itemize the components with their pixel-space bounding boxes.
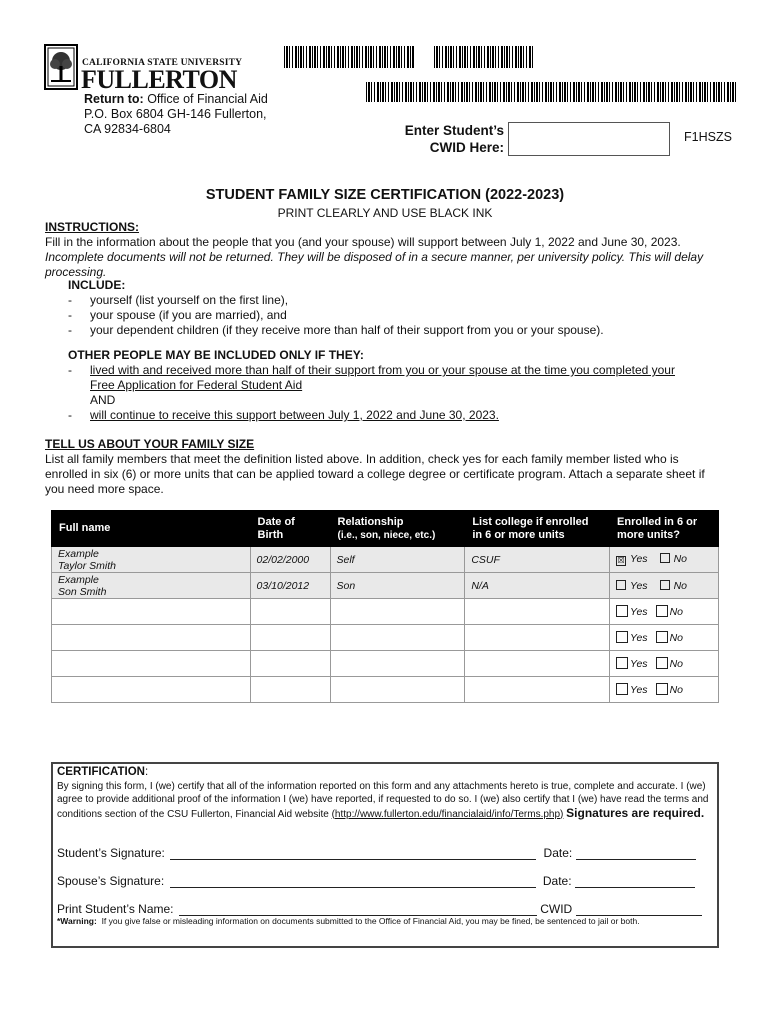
cwid-label: [386, 122, 504, 156]
example-enrolled: [610, 573, 719, 599]
spouse-date-line[interactable]: [575, 887, 695, 888]
college-input[interactable]: [465, 625, 610, 651]
form-subtitle: PRINT CLEARLY AND USE BLACK INK: [277, 206, 493, 220]
example-dob: 02/02/2000: [250, 547, 330, 573]
student-signature-line[interactable]: [170, 859, 536, 860]
spouse-date-label: Date:: [542, 874, 572, 888]
col-rel-line2: (i.e., son, niece, etc.): [337, 529, 436, 541]
signatures-required: Signatures are required.: [566, 805, 705, 820]
example-name: Taylor Smith: [58, 559, 116, 572]
instructions-paragraph: [45, 235, 725, 280]
certification-box: [51, 762, 719, 948]
spouse-signature-row: [57, 874, 695, 888]
student-date-label: Date:: [543, 846, 573, 860]
address-line1: P.O. Box 6804 GH-146 Fullerton,: [84, 107, 267, 121]
terms-link[interactable]: (http://www.fullerton.edu/financialaid/info/Terms.php): [331, 808, 564, 820]
warning-text: If you give false or misleading information on documents submitted to the Office of Financial Aid, you may be fined, be sentenced to jail or both.: [101, 916, 640, 926]
spouse-signature-line[interactable]: [170, 887, 536, 888]
table-row-example: [52, 573, 719, 599]
cwid-label-line1: Enter Student’s: [404, 123, 504, 138]
yes-checkbox[interactable]: [616, 683, 628, 695]
college-input[interactable]: [465, 651, 610, 677]
include-item: - yourself (list yourself on the first line),: [68, 293, 728, 308]
table-row: [52, 599, 719, 625]
yes-checkbox[interactable]: [616, 605, 628, 617]
unchecked-box-icon: [616, 580, 626, 590]
col-college-line1: List college if enrolled: [472, 515, 589, 528]
example-name-cell: [52, 573, 251, 599]
instructions-text: Fill in the information about the people that you (and your spouse) will support between July 1, 2022 and June 30, 2023.: [45, 235, 681, 249]
col-dob: [250, 511, 330, 547]
no-label: No: [669, 658, 683, 670]
no-label: No: [669, 606, 683, 618]
other-list-2: [68, 408, 728, 423]
example-label: Example: [58, 547, 99, 560]
example-enrolled: [610, 547, 719, 573]
example-name: Son Smith: [58, 585, 107, 598]
example-label: Example: [58, 573, 99, 586]
certification-body: By signing this form, I (we) certify that all of the information reported on this form and any attachments hereto is true, complete and accurate. I (we) agree to provide additional proof of the information I (we) have reported, if requested to do so. I (we) also certify that I (we) have read the terms and conditions section of the CSU Fullerton, Financial Aid website: [57, 780, 709, 820]
col-enrolled-line1: Enrolled in 6 or: [617, 515, 698, 528]
relationship-input[interactable]: [330, 677, 465, 703]
and-word: AND: [90, 393, 116, 407]
other-list: [68, 363, 728, 393]
yes-checkbox[interactable]: [616, 631, 628, 643]
university-line: CALIFORNIA STATE UNIVERSITY: [82, 58, 243, 68]
student-signature-label: Student’s Signature:: [57, 846, 165, 860]
no-label: No: [673, 553, 687, 565]
return-to-label: Return to:: [84, 92, 144, 106]
college-input[interactable]: [465, 677, 610, 703]
no-label: No: [673, 579, 687, 592]
enrolled-cell: [610, 625, 719, 651]
print-name-row: [57, 902, 702, 916]
tree-seal-icon: [44, 44, 78, 90]
include-heading: INCLUDE:: [68, 278, 126, 292]
dob-input[interactable]: [250, 651, 330, 677]
no-checkbox[interactable]: [656, 605, 668, 617]
relationship-input[interactable]: [330, 599, 465, 625]
table-row: [52, 651, 719, 677]
example-relationship: Son: [330, 573, 465, 599]
return-address: [84, 92, 268, 137]
col-college-line2: in 6 or more units: [472, 528, 565, 541]
yes-label: Yes: [630, 658, 648, 670]
relationship-input[interactable]: [330, 625, 465, 651]
yes-label: Yes: [630, 553, 648, 565]
other-item1-line1: lived with and received more than half of their support from you or your spouse at the time you completed your: [90, 363, 675, 377]
print-name-label: Print Student’s Name:: [57, 902, 174, 916]
col-enrolled: [610, 511, 719, 547]
name-input[interactable]: [52, 651, 251, 677]
other-item: [68, 363, 728, 393]
yes-label: Yes: [630, 684, 648, 696]
barcode-top-right: [434, 46, 534, 68]
cwid-label-line2: CWID Here:: [429, 140, 504, 155]
col-enrolled-line2: more units?: [617, 528, 680, 541]
dob-input[interactable]: [250, 599, 330, 625]
spouse-signature-label: Spouse’s Signature:: [57, 874, 165, 888]
college-input[interactable]: [465, 599, 610, 625]
table-row-example: [52, 547, 719, 573]
table-header-row: [52, 511, 719, 547]
name-input[interactable]: [52, 599, 251, 625]
col-rel-line1: Relationship: [337, 515, 404, 528]
include-list: [68, 293, 728, 338]
no-checkbox[interactable]: [656, 683, 668, 695]
no-label: No: [669, 684, 683, 696]
student-signature-row: [57, 846, 696, 860]
example-college: CSUF: [465, 547, 610, 573]
name-input[interactable]: [52, 625, 251, 651]
col-relationship: [330, 511, 465, 547]
example-relationship: Self: [330, 547, 465, 573]
col-college: [465, 511, 610, 547]
other-people-section: [68, 348, 728, 423]
return-to-office: Office of Financial Aid: [147, 92, 268, 106]
example-name-cell: [52, 547, 251, 573]
other-heading: OTHER PEOPLE MAY BE INCLUDED ONLY IF THEY:: [68, 348, 364, 362]
col-dob-line2: Birth: [257, 528, 284, 541]
dob-input[interactable]: [250, 625, 330, 651]
include-item: - your spouse (if you are married), and: [68, 308, 728, 323]
csuf-logo: [44, 44, 254, 94]
campus-name: FULLERTON: [81, 65, 237, 94]
table-row: [52, 625, 719, 651]
dob-input[interactable]: [250, 677, 330, 703]
warning-label: *Warning:: [57, 916, 97, 926]
instructions-heading: INSTRUCTIONS:: [45, 220, 139, 234]
other-item1-line2: Free Application for Federal Student Aid: [90, 378, 303, 392]
warning-row: [57, 916, 640, 926]
certification-colon: :: [144, 766, 149, 778]
barcode-top-left: [284, 46, 414, 68]
no-checkbox[interactable]: [656, 657, 668, 669]
enrolled-cell: [610, 651, 719, 677]
family-section: [45, 437, 725, 497]
no-checkbox[interactable]: [656, 631, 668, 643]
unchecked-box-icon: [660, 580, 670, 590]
barcode-long: [366, 82, 736, 102]
certification-text: [57, 766, 713, 821]
unchecked-box-icon: [660, 553, 670, 563]
other-item2: will continue to receive this support between July 1, 2022 and June 30, 2023.: [90, 408, 499, 422]
include-list-wrap: [68, 293, 728, 338]
certification-heading: CERTIFICATION: [57, 766, 145, 778]
table-row: [52, 677, 719, 703]
address-line2: CA 92834-6804: [84, 122, 171, 136]
student-date-line[interactable]: [576, 859, 696, 860]
form-code: F1HSZS: [684, 130, 732, 144]
col-full-name: Full name: [52, 511, 251, 547]
relationship-input[interactable]: [330, 651, 465, 677]
checked-box-icon: ☒: [617, 556, 625, 565]
form-title: STUDENT FAMILY SIZE CERTIFICATION (2022-2023): [205, 187, 565, 203]
example-dob: 03/10/2012: [250, 573, 330, 599]
col-dob-line1: Date of: [257, 515, 295, 528]
family-description: List all family members that meet the definition listed above. In addition, check yes for each family member listed who is enrolled in six (6) or more units that can be applied toward a college degree or certificate program. Attach a separate sheet if you need more space.: [45, 452, 705, 496]
yes-label: Yes: [630, 632, 648, 644]
yes-label: Yes: [630, 606, 648, 618]
yes-label: Yes: [630, 579, 648, 592]
family-heading: TELL US ABOUT YOUR FAMILY SIZE: [45, 437, 255, 451]
cwid-input[interactable]: [508, 122, 670, 156]
include-item: - your dependent children (if they receive more than half of their support from you or your spouse).: [68, 323, 728, 338]
cwid-sig-label: CWID: [540, 902, 573, 916]
name-input[interactable]: [52, 677, 251, 703]
family-table: [51, 510, 719, 703]
enrolled-cell: [610, 599, 719, 625]
enrolled-cell: [610, 677, 719, 703]
example-college: N/A: [465, 573, 610, 599]
no-label: No: [669, 632, 683, 644]
instructions-italic-text: Incomplete documents will not be returned. They will be disposed of in a secure manner, per university policy. This will delay processing.: [45, 250, 704, 279]
yes-checkbox[interactable]: [616, 657, 628, 669]
instructions-section: [45, 220, 725, 280]
other-item: [68, 408, 728, 423]
include-section: [68, 278, 728, 293]
